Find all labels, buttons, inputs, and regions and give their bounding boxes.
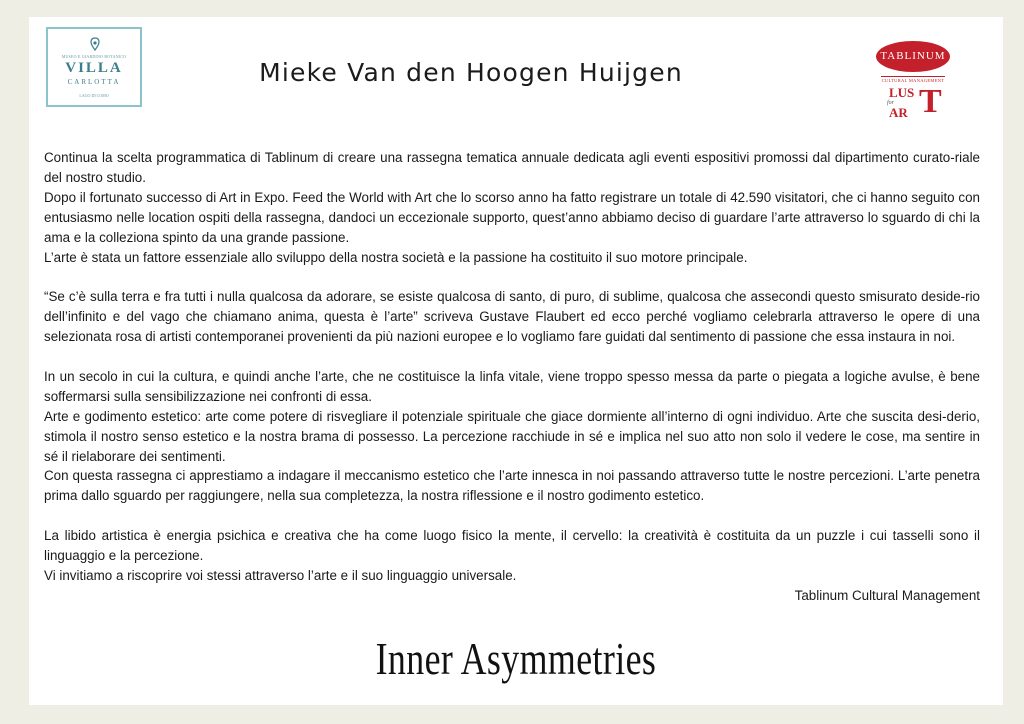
tablinum-brand: TABLINUM [876,41,950,72]
paragraph: L’arte è stata un fattore essenziale allo sviluppo della nostra società e la passione ha costituito il suo motore principale. [44,249,748,265]
tablinum-logo [875,41,951,137]
artist-name-title: Mieke Van den Hoogen Huijgen [259,57,683,87]
villa-logo-name: VILLA [65,60,123,76]
lust-logo-line1: LUS [889,85,915,100]
paragraph-spacer [44,347,980,367]
lust-logo-big-letter: T [919,83,942,120]
paragraph: Dopo il fortunato successo di Art in Expo. Feed the World with Art che lo scorso anno ha fatto registrare un totale di 42.590 visitatori, che ci hanno seguito con entusiasmo nelle location ospiti della rassegna, dandoci un eccezionale supporto, quest’anno abbiamo deciso di guardare l’arte attraverso lo sguardo di chi la ama e la colleziona spinto da una grande passione. [44,189,980,245]
document-page [29,17,1003,705]
villa-logo-subname: CARLOTTA [67,78,121,86]
paragraph: Vi invitiamo a riscoprire voi stessi attraverso l’arte e il suo linguaggio universale. [44,567,517,583]
lust-logo-line2: AR [889,105,908,120]
paragraph: Arte e godimento estetico: arte come potere di risvegliare il potenziale spirituale che giace dormiente all’interno di ogni individuo. Arte che suscita desi-derio, stimola il nostro senso estetico e la nostra brama di possesso. La percezione racchiude in sé e implica nel suo atto non solo il vedere le cose, ma sentire in sé il rielaborare dei sentimenti. [44,408,980,464]
villa-logo-location: LAGO DI COMO [79,93,109,98]
villa-logo-small-text: MUSEO E GIARDINO BOTANICO [61,54,127,59]
paragraph: La libido artistica è energia psichica e creativa che ha come luogo fisico la mente, il cervello: la creatività è costituita da un puzzle i cui tasselli sono il linguaggio e la percezione. [44,528,980,564]
lust-logo-for: for [887,100,895,106]
exhibition-title [29,631,1003,687]
lust-for-art-logo [885,85,945,121]
paragraph: Continua la scelta programmatica di Tablinum di creare una rassegna tematica annuale dedicata agli eventi espositivi promossi dal dipartimento curato-riale del nostro studio. [44,150,980,185]
tablinum-tagline: CULTURAL MANAGEMENT [881,78,945,83]
signature: Tablinum Cultural Management [794,587,980,603]
paragraph-spacer [44,506,980,526]
paragraph: In un secolo in cui la cultura, e quindi anche l’arte, che ne costituisce la linfa vitale, viene troppo spesso messa da parte o piegata a logiche avulse, è bene soffermarsi sulla sensibilizzazione nei confronti di essa. [44,368,980,404]
paragraph: “Se c’è sulla terra e fra tutti i nulla qualcosa da adorare, se esiste qualcosa di santo, di puro, di sublime, qualcosa che assecondi questo smisurato deside-rio dell’infinito e del vago che chiamano anima, questa è l’arte” scriveva Gustave Flaubert ed ecco perché vogliamo celebrarla attraverso le opere di una selezionata rosa di artisti contemporanei provenienti da più nazioni europee e lo vogliamo fare guidati dal sentimento di passione che essa instaura in noi. [44,289,980,345]
villa-carlotta-logo [46,27,142,107]
body-text [44,148,980,606]
villa-crest-icon [89,37,101,51]
exhibition-title-text: Inner Asymmetries [375,633,657,684]
paragraph: Con questa rassegna ci apprestiamo a indagare il meccanismo estetico che l’arte innesca in noi passando attraverso tutte le nostre percezioni. L’arte penetra prima dallo sguardo per raggiungere, nella sua completezza, la nostra riflessione e il nostro godimento estetico. [44,468,980,504]
paragraph-spacer [44,267,980,287]
